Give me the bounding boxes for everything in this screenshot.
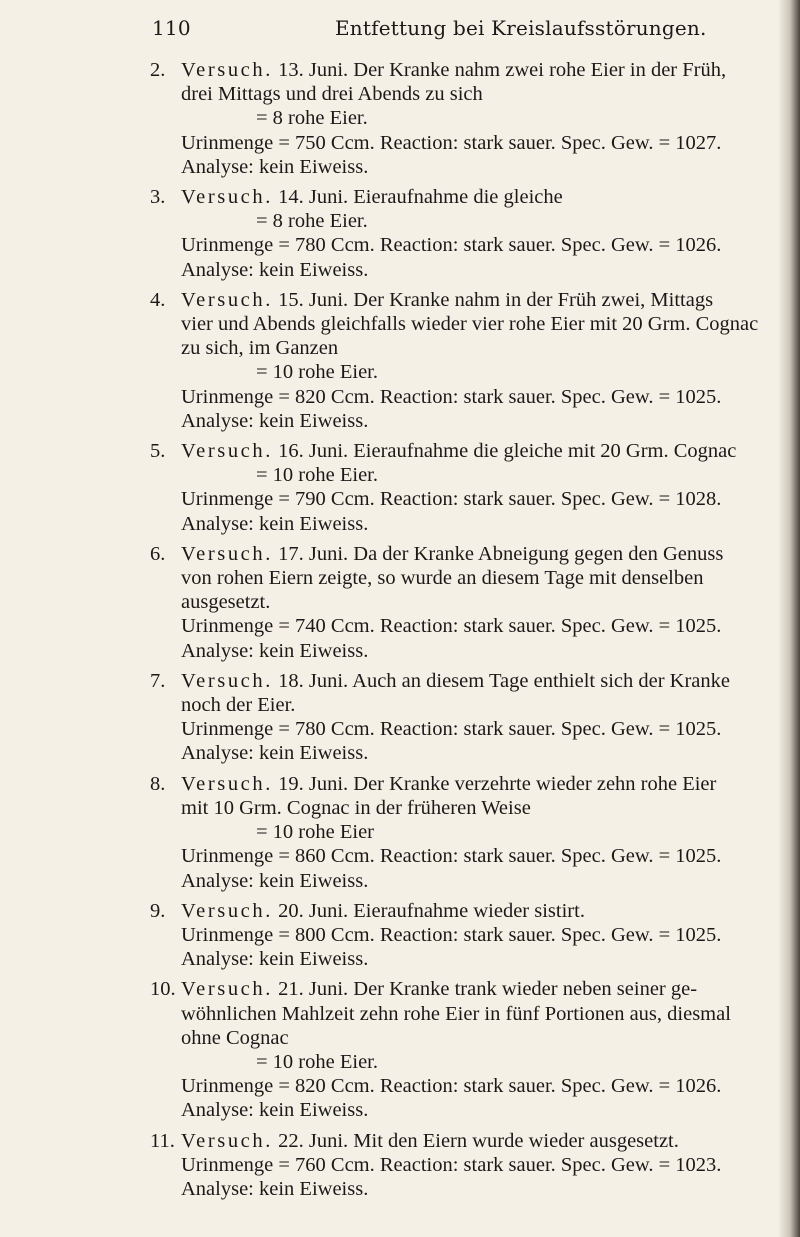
egg-total-line: = 8 rohe Eier. bbox=[256, 107, 368, 130]
entry-first-line bbox=[150, 288, 780, 312]
entry-first-line bbox=[150, 669, 780, 693]
experiment-entry bbox=[150, 542, 780, 663]
urine-measurement-line: Urinmenge = 790 Ccm. Reaction: stark sauer. Spec. Gew. = 1028. bbox=[181, 488, 722, 511]
entry-heading-word: Versuch. bbox=[181, 186, 273, 209]
entry-continuation-line: vier und Abends gleichfalls wieder vier rohe Eier mit 20 Grm. Cognac bbox=[181, 313, 759, 336]
entry-continuation-line: zu sich, im Ganzen bbox=[181, 337, 339, 360]
entry-first-line bbox=[150, 772, 780, 796]
page-edge-shadow bbox=[778, 0, 800, 1237]
entry-first-text: 14. Juni. Eieraufnahme die gleiche bbox=[272, 186, 563, 209]
entry-continuation-line: noch der Eier. bbox=[181, 694, 296, 717]
entry-number: 10. bbox=[150, 978, 176, 1001]
entry-first-line bbox=[150, 977, 780, 1001]
entry-number: 11. bbox=[150, 1129, 175, 1152]
experiment-entry bbox=[150, 669, 780, 766]
analysis-line: Analyse: kein Eiweiss. bbox=[181, 409, 369, 432]
entry-continuation-line: von rohen Eiern zeigte, so wurde an diesem Tage mit denselben bbox=[181, 567, 704, 590]
entry-continuation-line: wöhnlichen Mahlzeit zehn rohe Eier in fünf Portionen aus, diesmal bbox=[181, 1002, 731, 1025]
entry-heading-word: Versuch. bbox=[181, 1129, 273, 1152]
entry-number: 5. bbox=[150, 440, 166, 463]
egg-total-line: = 10 rohe Eier. bbox=[256, 361, 378, 384]
entry-heading-word: Versuch. bbox=[181, 288, 273, 311]
urine-measurement-line: Urinmenge = 750 Ccm. Reaction: stark sauer. Spec. Gew. = 1027. bbox=[181, 131, 722, 154]
entry-first-line bbox=[150, 439, 780, 463]
entry-continuation-line: ohne Cognac bbox=[181, 1026, 289, 1049]
urine-measurement-line: Urinmenge = 860 Ccm. Reaction: stark sauer. Spec. Gew. = 1025. bbox=[181, 845, 722, 868]
analysis-line: Analyse: kein Eiweiss. bbox=[181, 869, 369, 892]
entry-first-text: 21. Juni. Der Kranke trank wieder neben seiner ge- bbox=[272, 978, 698, 1001]
page-number: 110 bbox=[152, 16, 191, 40]
entry-continuation-line: mit 10 Grm. Cognac in der früheren Weise bbox=[181, 796, 531, 819]
entry-first-line bbox=[150, 185, 780, 209]
entry-first-text: 19. Juni. Der Kranke verzehrte wieder zehn rohe Eier bbox=[272, 772, 717, 795]
analysis-line: Analyse: kein Eiweiss. bbox=[181, 155, 369, 178]
urine-measurement-line: Urinmenge = 780 Ccm. Reaction: stark sauer. Spec. Gew. = 1025. bbox=[181, 718, 722, 741]
urine-measurement-line: Urinmenge = 740 Ccm. Reaction: stark sauer. Spec. Gew. = 1025. bbox=[181, 615, 722, 638]
entry-number: 9. bbox=[150, 899, 166, 922]
entry-first-text: 22. Juni. Mit den Eiern wurde wieder ausgesetzt. bbox=[272, 1129, 679, 1152]
egg-total-line: = 10 rohe Eier. bbox=[256, 464, 378, 487]
entry-first-line bbox=[150, 899, 780, 923]
entry-number: 7. bbox=[150, 669, 166, 692]
experiment-entry bbox=[150, 58, 780, 179]
entry-number: 3. bbox=[150, 186, 166, 209]
entry-heading-word: Versuch. bbox=[181, 440, 273, 463]
analysis-line: Analyse: kein Eiweiss. bbox=[181, 742, 369, 765]
egg-total-line: = 10 rohe Eier. bbox=[256, 1050, 378, 1073]
entry-first-line bbox=[150, 58, 780, 82]
experiment-entry bbox=[150, 899, 780, 972]
entry-first-line bbox=[150, 1129, 780, 1153]
experiment-list bbox=[150, 58, 780, 1207]
urine-measurement-line: Urinmenge = 820 Ccm. Reaction: stark sauer. Spec. Gew. = 1026. bbox=[181, 1075, 722, 1098]
entry-first-text: 13. Juni. Der Kranke nahm zwei rohe Eier in der Früh, bbox=[272, 59, 727, 81]
entry-first-text: 20. Juni. Eieraufnahme wieder sistirt. bbox=[272, 899, 585, 922]
analysis-line: Analyse: kein Eiweiss. bbox=[181, 258, 369, 281]
urine-measurement-line: Urinmenge = 800 Ccm. Reaction: stark sauer. Spec. Gew. = 1025. bbox=[181, 923, 722, 946]
entry-number: 4. bbox=[150, 288, 166, 311]
experiment-entry bbox=[150, 977, 780, 1122]
analysis-line: Analyse: kein Eiweiss. bbox=[181, 639, 369, 662]
experiment-entry bbox=[150, 1129, 780, 1202]
experiment-entry bbox=[150, 772, 780, 893]
egg-total-line: = 10 rohe Eier bbox=[256, 821, 375, 844]
experiment-entry bbox=[150, 288, 780, 433]
entry-continuation-line: ausgesetzt. bbox=[181, 591, 271, 614]
running-title: Entfettung bei Kreislaufsstörungen. bbox=[335, 16, 707, 40]
entry-first-line bbox=[150, 542, 780, 566]
entry-first-text: 18. Juni. Auch an diesem Tage enthielt sich der Kranke bbox=[272, 669, 731, 692]
experiment-entry bbox=[150, 185, 780, 282]
entry-number: 6. bbox=[150, 542, 166, 565]
entry-heading-word: Versuch. bbox=[181, 899, 273, 922]
entry-number: 8. bbox=[150, 772, 166, 795]
analysis-line: Analyse: kein Eiweiss. bbox=[181, 1177, 369, 1200]
entry-first-text: 16. Juni. Eieraufnahme die gleiche mit 20 Grm. Cognac bbox=[272, 440, 737, 463]
entry-heading-word: Versuch. bbox=[181, 542, 273, 565]
urine-measurement-line: Urinmenge = 820 Ccm. Reaction: stark sauer. Spec. Gew. = 1025. bbox=[181, 385, 722, 408]
urine-measurement-line: Urinmenge = 780 Ccm. Reaction: stark sauer. Spec. Gew. = 1026. bbox=[181, 234, 722, 257]
egg-total-line: = 8 rohe Eier. bbox=[256, 210, 368, 233]
entry-heading-word: Versuch. bbox=[181, 59, 273, 81]
experiment-entry bbox=[150, 439, 780, 536]
entry-number: 2. bbox=[150, 59, 166, 81]
entry-heading-word: Versuch. bbox=[181, 772, 273, 795]
entry-continuation-line: drei Mittags und drei Abends zu sich bbox=[181, 83, 483, 106]
entry-first-text: 17. Juni. Da der Kranke Abneigung gegen den Genuss bbox=[272, 542, 724, 565]
entry-first-text: 15. Juni. Der Kranke nahm in der Früh zwei, Mittags bbox=[272, 288, 714, 311]
analysis-line: Analyse: kein Eiweiss. bbox=[181, 1099, 369, 1122]
analysis-line: Analyse: kein Eiweiss. bbox=[181, 948, 369, 971]
entry-heading-word: Versuch. bbox=[181, 978, 273, 1001]
entry-heading-word: Versuch. bbox=[181, 669, 273, 692]
urine-measurement-line: Urinmenge = 760 Ccm. Reaction: stark sauer. Spec. Gew. = 1023. bbox=[181, 1153, 722, 1176]
analysis-line: Analyse: kein Eiweiss. bbox=[181, 512, 369, 535]
